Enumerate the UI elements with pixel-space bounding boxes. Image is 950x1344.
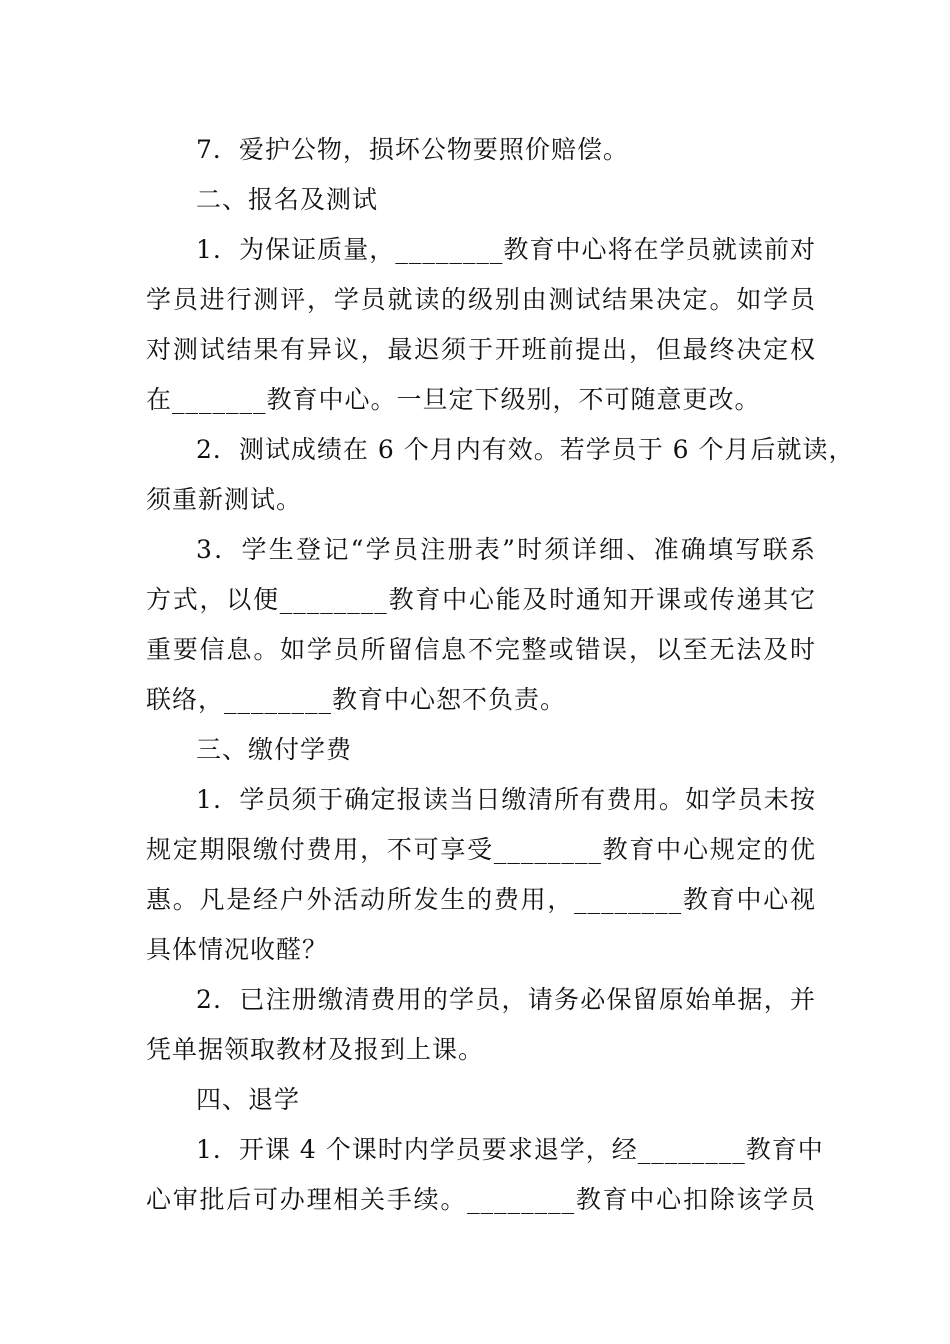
text-line: 1．学员须于确定报读当日缴清所有费用。如学员未按: [196, 785, 816, 814]
text-line: 2．已注册缴清费用的学员，请务必保留原始单据，并: [196, 985, 816, 1014]
text-line: 学员进行测评，学员就读的级别由测试结果决定。如学员: [146, 285, 816, 314]
document-body: [146, 125, 855, 1225]
text-line: 四、退学: [196, 1085, 301, 1114]
text-line: 1．为保证质量，________教育中心将在学员就读前对: [196, 235, 816, 264]
text-line: 联络，________教育中心恕不负责。: [146, 685, 567, 714]
text-line: 方式，以便________教育中心能及时通知开课或传递其它: [146, 585, 816, 614]
text-line: 须重新测试。: [146, 485, 303, 514]
text-line: 二、报名及测试: [196, 185, 379, 214]
text-line: 在_______教育中心。一旦定下级别，不可随意更改。: [146, 385, 761, 414]
text-line: 3．学生登记“学员注册表”时须详细、准确填写联系: [196, 535, 816, 564]
text-line: 7．爱护公物，损坏公物要照价赔偿。: [196, 135, 629, 164]
text-line: 1．开课 4 个课时内学员要求退学，经________教育中: [196, 1135, 824, 1164]
text-line: 具体情况收醛？: [146, 935, 329, 964]
text-line: 惠。凡是经户外活动所发生的费用，________教育中心视: [146, 885, 816, 914]
text-line: 2．测试成绩在 6 个月内有效。若学员于 6 个月后就读，: [196, 435, 855, 464]
text-line: 凭单据领取教材及报到上课。: [146, 1035, 485, 1064]
text-line: 规定期限缴付费用，不可享受________教育中心规定的优: [146, 835, 816, 864]
text-line: 心审批后可办理相关手续。________教育中心扣除该学员: [146, 1185, 816, 1214]
text-line: 三、缴付学费: [196, 735, 353, 764]
text-line: 重要信息。如学员所留信息不完整或错误，以至无法及时: [146, 635, 816, 664]
text-line: 对测试结果有异议，最迟须于开班前提出，但最终决定权: [146, 335, 816, 364]
